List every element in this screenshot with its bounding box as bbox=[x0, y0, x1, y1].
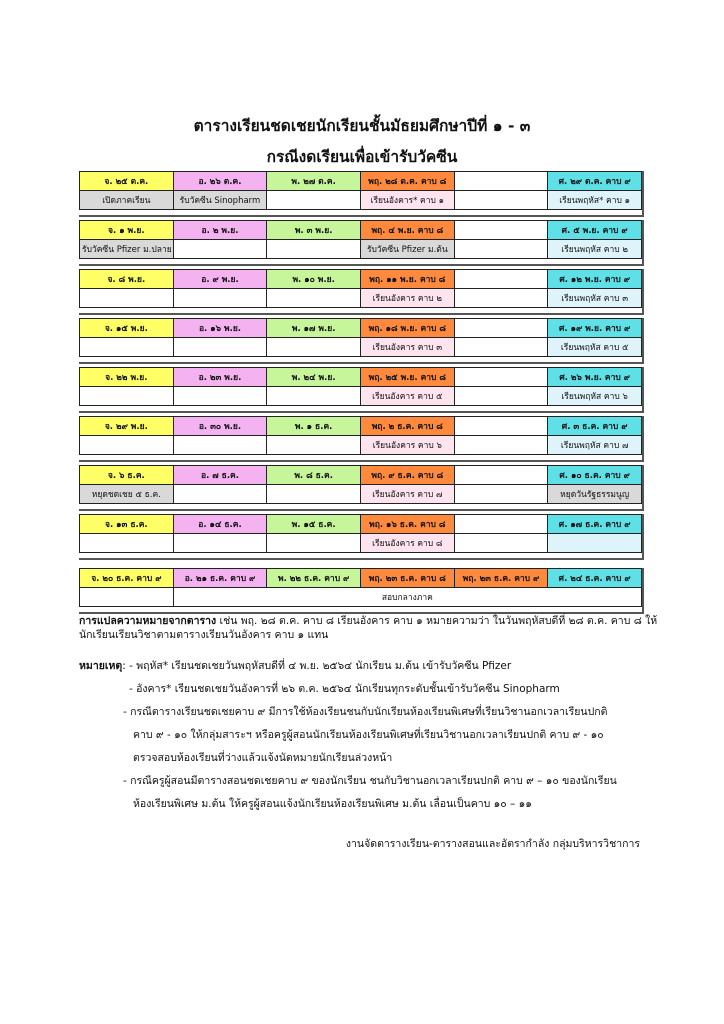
day-header-cell bbox=[454, 270, 548, 289]
activity-cell bbox=[454, 289, 548, 308]
week-table bbox=[79, 171, 642, 210]
activity-cell: เรียนพฤหัส คาบ ๓ bbox=[548, 289, 642, 308]
day-header-cell bbox=[454, 319, 548, 338]
activity-cell bbox=[173, 387, 267, 406]
activity-cell bbox=[454, 534, 548, 553]
day-header-cell: พ. ๑ ธ.ค. bbox=[267, 417, 361, 436]
activity-cell bbox=[267, 485, 361, 504]
week-block bbox=[79, 318, 644, 364]
exam-day-header-cell: ศ. ๒๔ ธ.ค. คาบ ๙ bbox=[548, 569, 642, 588]
page-subtitle: กรณีงดเรียนเพื่อเข้ารับวัคซีน bbox=[266, 148, 458, 166]
activity-cell bbox=[173, 436, 267, 455]
week-table bbox=[79, 514, 642, 553]
day-header-cell: จ. ๒๙ พ.ย. bbox=[80, 417, 174, 436]
activity-cell: เรียนพฤหัส คาบ ๖ bbox=[548, 387, 642, 406]
note-line-3: - กรณีตารางเรียนชดเชยคาบ ๙ มีการใช้ห้องเรียนชนกับนักเรียนห้องเรียนพิเศษที่เรียนวิชานอกเวลาเรียนปกติ bbox=[123, 706, 608, 718]
day-header-cell: จ. ๘ พ.ย. bbox=[80, 270, 174, 289]
day-header-cell: พฤ. ๒๕ พ.ย. คาบ ๘ bbox=[360, 368, 454, 387]
week-block bbox=[79, 514, 644, 560]
day-header-cell bbox=[454, 417, 548, 436]
day-header-cell: อ. ๒๓ พ.ย. bbox=[173, 368, 267, 387]
page-title: ตารางเรียนชดเชยนักเรียนชั้นมัธยมศึกษาปีที่ ๑ - ๓ bbox=[193, 117, 531, 135]
day-header-cell: จ. ๖ ธ.ค. bbox=[80, 466, 174, 485]
activity-cell bbox=[80, 436, 174, 455]
activity-cell: เรียนอังคาร คาบ ๖ bbox=[360, 436, 454, 455]
activity-cell bbox=[454, 191, 548, 210]
activity-cell: หยุดชดเชย ๕ ธ.ค. bbox=[80, 485, 174, 504]
exam-blank-cell bbox=[80, 588, 174, 607]
activity-cell bbox=[267, 240, 361, 259]
week-table bbox=[79, 318, 642, 357]
week-table bbox=[79, 416, 642, 455]
note-line-4: คาบ ๙ - ๑๐ ให้กลุ่มสาระฯ หรือครูผู้สอนนักเรียนห้องเรียนพิเศษที่เรียนวิชานอกเวลาเรียนปกติ คาบ ๙ - ๑๐ bbox=[133, 729, 604, 741]
day-header-cell: พฤ. ๑๖ ธ.ค. คาบ ๘ bbox=[360, 515, 454, 534]
activity-cell: เรียนอังคาร คาบ ๒ bbox=[360, 289, 454, 308]
day-header-cell: ศ. ๑๒ พ.ย. คาบ ๙ bbox=[548, 270, 642, 289]
day-header-cell: อ. ๑๔ ธ.ค. bbox=[173, 515, 267, 534]
day-header-cell: จ. ๒๕ ต.ค. bbox=[80, 172, 174, 191]
activity-cell: รับวัคซีน Sinopharm bbox=[173, 191, 267, 210]
activity-cell bbox=[173, 534, 267, 553]
week-table bbox=[79, 220, 642, 259]
day-header-cell: พ. ๑๕ ธ.ค. bbox=[267, 515, 361, 534]
day-header-cell: ศ. ๑๗ ธ.ค. คาบ ๙ bbox=[548, 515, 642, 534]
exam-day-header-cell: พฤ. ๒๓ ธ.ค. คาบ ๙ bbox=[454, 569, 548, 588]
day-header-cell: อ. ๑๖ พ.ย. bbox=[173, 319, 267, 338]
activity-cell bbox=[454, 485, 548, 504]
week-table bbox=[79, 465, 642, 504]
activity-cell: เรียนอังคาร คาบ ๘ bbox=[360, 534, 454, 553]
activity-cell: รับวัคซีน Pfizer ม.ต้น bbox=[360, 240, 454, 259]
exam-day-header-cell: พฤ. ๒๓ ธ.ค. คาบ ๘ bbox=[360, 569, 454, 588]
exam-day-header-cell: อ. ๒๑ ธ.ค. คาบ ๙ bbox=[173, 569, 267, 588]
day-header-cell bbox=[454, 172, 548, 191]
schedule-weeks bbox=[79, 171, 644, 617]
day-header-cell: จ. ๑๕ พ.ย. bbox=[80, 319, 174, 338]
activity-cell bbox=[80, 387, 174, 406]
day-header-cell: พฤ. ๒ ธ.ค. คาบ ๘ bbox=[360, 417, 454, 436]
day-header-cell: อ. ๒ พ.ย. bbox=[173, 221, 267, 240]
activity-cell: เรียนพฤหัส คาบ ๒ bbox=[548, 240, 642, 259]
activity-cell bbox=[267, 534, 361, 553]
activity-cell bbox=[80, 338, 174, 357]
week-table bbox=[79, 367, 642, 406]
day-header-cell: พฤ. ๔ พ.ย. คาบ ๘ bbox=[360, 221, 454, 240]
activity-cell bbox=[173, 485, 267, 504]
week-block bbox=[79, 416, 644, 462]
signature-line: งานจัดตารางเรียน-ตารางสอนและอัตรากำลัง กลุ่มบริหารวิชาการ bbox=[345, 838, 640, 850]
day-header-cell bbox=[454, 221, 548, 240]
activity-cell bbox=[80, 534, 174, 553]
activity-cell: เรียนอังคาร คาบ ๓ bbox=[360, 338, 454, 357]
activity-cell bbox=[454, 436, 548, 455]
activity-cell bbox=[267, 436, 361, 455]
day-header-cell: พ. ๘ ธ.ค. bbox=[267, 466, 361, 485]
activity-cell bbox=[548, 534, 642, 553]
day-header-cell: อ. ๙ พ.ย. bbox=[173, 270, 267, 289]
day-header-cell: อ. ๗ ธ.ค. bbox=[173, 466, 267, 485]
week-table bbox=[79, 269, 642, 308]
activity-cell bbox=[267, 289, 361, 308]
week-block bbox=[79, 220, 644, 266]
day-header-cell: ศ. ๓ ธ.ค. คาบ ๙ bbox=[548, 417, 642, 436]
activity-cell bbox=[267, 191, 361, 210]
activity-cell: เรียนอังคาร คาบ ๕ bbox=[360, 387, 454, 406]
note-label: หมายเหตุ bbox=[79, 660, 123, 672]
note-line-7: ห้องเรียนพิเศษ ม.ต้น ให้ครูผู้สอนแจ้งนักเรียนห้องเรียนพิเศษ ม.ต้น เลื่อนเป็นคาบ ๑๐ – ๑๑ bbox=[133, 798, 532, 810]
activity-cell: เรียนพฤหัส คาบ ๕ bbox=[548, 338, 642, 357]
activity-cell: เรียนอังคาร* คาบ ๑ bbox=[360, 191, 454, 210]
activity-cell bbox=[173, 338, 267, 357]
day-header-cell: ศ. ๑๐ ธ.ค. คาบ ๙ bbox=[548, 466, 642, 485]
day-header-cell: ศ. ๕ พ.ย. คาบ ๙ bbox=[548, 221, 642, 240]
activity-cell: เรียนพฤหัส คาบ ๗ bbox=[548, 436, 642, 455]
meaning-label: การแปลความหมายจากตาราง bbox=[79, 615, 217, 627]
note-line-5: ตรวจสอบห้องเรียนที่ว่างแล้วแจ้งนัดหมายนักเรียนล่วงหน้า bbox=[133, 752, 393, 764]
note-line-6: - กรณีครูผู้สอนมีตารางสอนชดเชยคาบ ๙ ของนักเรียน ชนกับวิชานอกเวลาเรียนปกติ คาบ ๙ – ๑๐ ของนักเรียน bbox=[123, 775, 617, 787]
activity-cell: เปิดภาคเรียน bbox=[80, 191, 174, 210]
day-header-cell: อ. ๒๖ ต.ค. bbox=[173, 172, 267, 191]
activity-cell: เรียนอังคาร คาบ ๗ bbox=[360, 485, 454, 504]
activity-cell bbox=[267, 387, 361, 406]
activity-cell bbox=[267, 338, 361, 357]
meaning-text: เช่น พฤ. ๒๘ ต.ค. คาบ ๘ เรียนอังคาร คาบ ๑ หมายความว่า ในวันพฤหัสบดีที่ ๒๘ ต.ค. คาบ ๘ ให้นักเรียนเรียนวิชาตามตารางเรียนวันอังคาร คาบ ๑ แทน bbox=[79, 615, 658, 641]
week-block bbox=[79, 367, 644, 413]
activity-cell: หยุดวันรัฐธรรมนูญ bbox=[548, 485, 642, 504]
activity-cell bbox=[454, 338, 548, 357]
activity-cell bbox=[173, 240, 267, 259]
day-header-cell: พ. ๑๐ พ.ย. bbox=[267, 270, 361, 289]
day-header-cell: พ. ๒๗ ต.ค. bbox=[267, 172, 361, 191]
day-header-cell: พ. ๒๔ พ.ย. bbox=[267, 368, 361, 387]
week-block bbox=[79, 171, 644, 217]
day-header-cell: จ. ๑ พ.ย. bbox=[80, 221, 174, 240]
activity-cell bbox=[173, 289, 267, 308]
note-line-2: - อังคาร* เรียนชดเชยวันอังคารที่ ๒๖ ต.ค. ๒๕๖๔ นักเรียนทุกระดับชั้นเข้ารับวัคซีน Sinopharm bbox=[129, 683, 560, 695]
exam-week-block bbox=[79, 568, 644, 614]
day-header-cell bbox=[454, 466, 548, 485]
exam-day-header-cell: จ. ๒๐ ธ.ค. คาบ ๙ bbox=[80, 569, 174, 588]
meaning-paragraph bbox=[79, 614, 659, 642]
day-header-cell bbox=[454, 515, 548, 534]
day-header-cell bbox=[454, 368, 548, 387]
exam-week-table bbox=[79, 568, 642, 607]
activity-cell: เรียนพฤหัส* คาบ ๑ bbox=[548, 191, 642, 210]
day-header-cell: จ. ๑๓ ธ.ค. bbox=[80, 515, 174, 534]
day-header-cell: พ. ๑๗ พ.ย. bbox=[267, 319, 361, 338]
activity-cell bbox=[454, 240, 548, 259]
day-header-cell: ศ. ๑๙ พ.ย. คาบ ๙ bbox=[548, 319, 642, 338]
week-block bbox=[79, 269, 644, 315]
week-block bbox=[79, 465, 644, 511]
day-header-cell: จ. ๒๒ พ.ย. bbox=[80, 368, 174, 387]
day-header-cell: พฤ. ๒๘ ต.ค. คาบ ๘ bbox=[360, 172, 454, 191]
day-header-cell: ศ. ๒๙ ต.ค. คาบ ๙ bbox=[548, 172, 642, 191]
day-header-cell: พฤ. ๑๘ พ.ย. คาบ ๘ bbox=[360, 319, 454, 338]
activity-cell bbox=[80, 289, 174, 308]
day-header-cell: พฤ. ๙ ธ.ค. คาบ ๘ bbox=[360, 466, 454, 485]
activity-cell: รับวัคซีน Pfizer ม.ปลาย bbox=[80, 240, 174, 259]
exam-day-header-cell: พ. ๒๒ ธ.ค. คาบ ๙ bbox=[267, 569, 361, 588]
note-line-1: : - พฤหัส* เรียนชดเชยวันพฤหัสบดีที่ ๔ พ.ย. ๒๕๖๔ นักเรียน ม.ต้น เข้ารับวัคซีน Pfizer bbox=[122, 660, 512, 672]
activity-cell bbox=[454, 387, 548, 406]
day-header-cell: พ. ๓ พ.ย. bbox=[267, 221, 361, 240]
day-header-cell: พฤ. ๑๑ พ.ย. คาบ ๘ bbox=[360, 270, 454, 289]
exam-cell: สอบกลางภาค bbox=[173, 588, 641, 607]
day-header-cell: อ. ๓๐ พ.ย. bbox=[173, 417, 267, 436]
day-header-cell: ศ. ๒๖ พ.ย. คาบ ๙ bbox=[548, 368, 642, 387]
